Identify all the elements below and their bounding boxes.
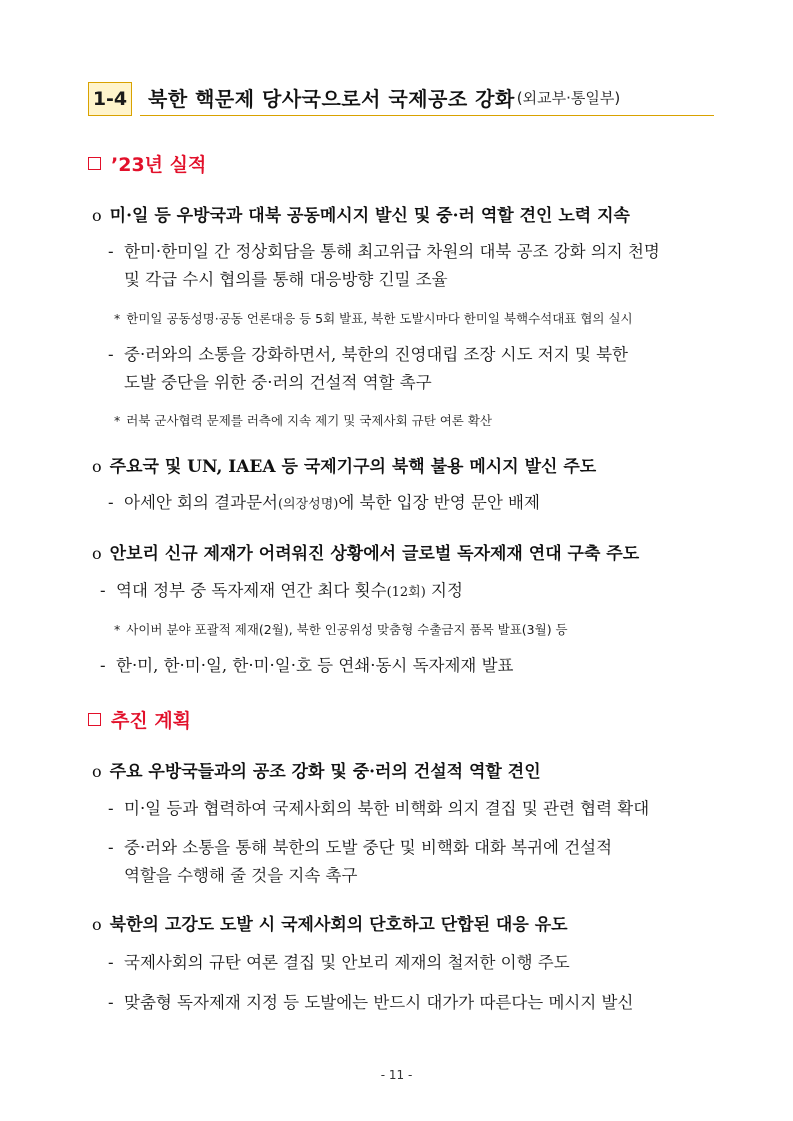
- circle-bullet-icon: o: [92, 457, 102, 476]
- results-b1-dash-2-line-1: 중·러와의 소통을 강화하면서, 북한의 진영대립 조장 시도 저지 및 북한: [124, 345, 628, 364]
- results-b3-dash-1-text-b: 지정: [425, 581, 463, 600]
- dash-bullet: -: [108, 493, 114, 512]
- results-b3-note-1: [114, 620, 568, 638]
- results-b1-note-1-text: 한미일 공동성명·공동 언론대응 등 5회 발표, 북한 도발시마다 한미일 북핵수석대표 협의 실시: [126, 311, 633, 326]
- results-b1-dash-2: [108, 341, 718, 397]
- plan-b1-dash-2-line-1: 중·러와 소통을 통해 북한의 도발 중단 및 비핵화 대화 복귀에 건설적: [124, 838, 613, 857]
- results-b3-dash-1-text-a: 역대 정부 중 독자제재 연간 최다 횟수: [116, 581, 387, 600]
- plan-b2-dash-2: [108, 989, 718, 1017]
- section-header: [88, 80, 714, 116]
- section-title-bar: [140, 80, 714, 116]
- results-heading-text: ’23년 실적: [111, 154, 207, 176]
- results-b1-dash-2-line-2: 도발 중단을 위한 중·러의 건설적 역할 촉구: [124, 373, 432, 392]
- results-bullet-1: [92, 201, 630, 226]
- results-b2-dash-1-text-a: 아세안 회의 결과문서: [124, 493, 278, 512]
- results-b1-dash-1: [108, 238, 718, 294]
- asterisk-icon: *: [114, 311, 121, 326]
- dash-bullet: -: [108, 993, 114, 1012]
- results-b2-dash-1: [108, 489, 718, 519]
- square-bullet-icon: [88, 713, 101, 726]
- plan-b2-dash-1-text: 국제사회의 규탄 여론 결집 및 안보리 제재의 철저한 이행 주도: [124, 953, 570, 972]
- dash-bullet: -: [108, 838, 114, 857]
- plan-bullet-1-text: 주요 우방국들과의 공조 강화 및 중·러의 건설적 역할 견인: [109, 762, 541, 782]
- dash-bullet: -: [108, 345, 114, 364]
- section-department: (외교부·통일부): [516, 89, 621, 107]
- dash-bullet: -: [100, 581, 106, 600]
- results-b1-dash-1-line-2: 및 각급 수시 협의를 통해 대응방향 긴밀 조율: [124, 270, 448, 289]
- dash-bullet: -: [100, 656, 106, 675]
- plan-b1-dash-1-text: 미·일 등과 협력하여 국제사회의 북한 비핵화 의지 결집 및 관련 협력 확대: [124, 799, 650, 818]
- results-b2-dash-1-small: (의장성명): [277, 497, 339, 512]
- plan-b1-dash-1: [108, 795, 718, 823]
- asterisk-icon: *: [114, 413, 121, 428]
- plan-b1-dash-2: [108, 834, 718, 890]
- results-b3-dash-1: [100, 577, 710, 607]
- section-number-badge: 1-4: [88, 82, 132, 116]
- results-b3-dash-1-small: (12회): [386, 585, 426, 600]
- square-bullet-icon: [88, 157, 101, 170]
- page-number: - 11 -: [380, 1068, 413, 1082]
- results-bullet-2-text: 주요국 및 UN, IAEA 등 국제기구의 북핵 불용 메시지 발신 주도: [109, 457, 597, 477]
- results-b1-note-2: [114, 411, 492, 429]
- results-b2-dash-1-text-b: 에 북한 입장 반영 문안 배제: [338, 493, 540, 512]
- results-bullet-3: [92, 539, 639, 564]
- section-title: 북한 핵문제 당사국으로서 국제공조 강화: [148, 87, 515, 111]
- results-b1-note-2-text: 러북 군사협력 문제를 러측에 지속 제기 및 국제사회 규탄 여론 확산: [126, 413, 493, 428]
- plan-bullet-2: [92, 910, 568, 935]
- asterisk-icon: *: [114, 622, 121, 637]
- plan-bullet-2-text: 북한의 고강도 도발 시 국제사회의 단호하고 단합된 대응 유도: [109, 915, 568, 935]
- results-b3-note-1-text: 사이버 분야 포괄적 제재(2월), 북한 인공위성 맞춤형 수출금지 품목 발표(3월) 등: [126, 622, 568, 637]
- dash-bullet: -: [108, 953, 114, 972]
- circle-bullet-icon: o: [92, 762, 102, 781]
- results-bullet-1-text: 미·일 등 우방국과 대북 공동메시지 발신 및 중·러 역할 견인 노력 지속: [109, 206, 630, 226]
- plan-b2-dash-2-text: 맞춤형 독자제재 지정 등 도발에는 반드시 대가가 따른다는 메시지 발신: [124, 993, 634, 1012]
- results-bullet-3-text: 안보리 신규 제재가 어려워진 상황에서 글로벌 독자제재 연대 구축 주도: [109, 544, 640, 564]
- plan-b1-dash-2-line-2: 역할을 수행해 줄 것을 지속 촉구: [124, 866, 358, 885]
- plan-heading-text: 추진 계획: [111, 710, 192, 732]
- circle-bullet-icon: o: [92, 544, 102, 563]
- dash-bullet: -: [108, 242, 114, 261]
- results-bullet-2: [92, 452, 596, 477]
- plan-bullet-1: [92, 757, 541, 782]
- results-heading: [88, 150, 206, 177]
- results-b3-dash-2-text: 한·미, 한·미·일, 한·미·일·호 등 연쇄·동시 독자제재 발표: [116, 656, 514, 675]
- plan-b2-dash-1: [108, 949, 718, 977]
- plan-heading: [88, 706, 191, 733]
- results-b1-note-1: [114, 309, 633, 327]
- dash-bullet: -: [108, 799, 114, 818]
- circle-bullet-icon: o: [92, 206, 102, 225]
- results-b3-dash-2: [100, 652, 710, 680]
- results-b1-dash-1-line-1: 한미·한미일 간 정상회담을 통해 최고위급 차원의 대북 공조 강화 의지 천명: [124, 242, 660, 261]
- circle-bullet-icon: o: [92, 915, 102, 934]
